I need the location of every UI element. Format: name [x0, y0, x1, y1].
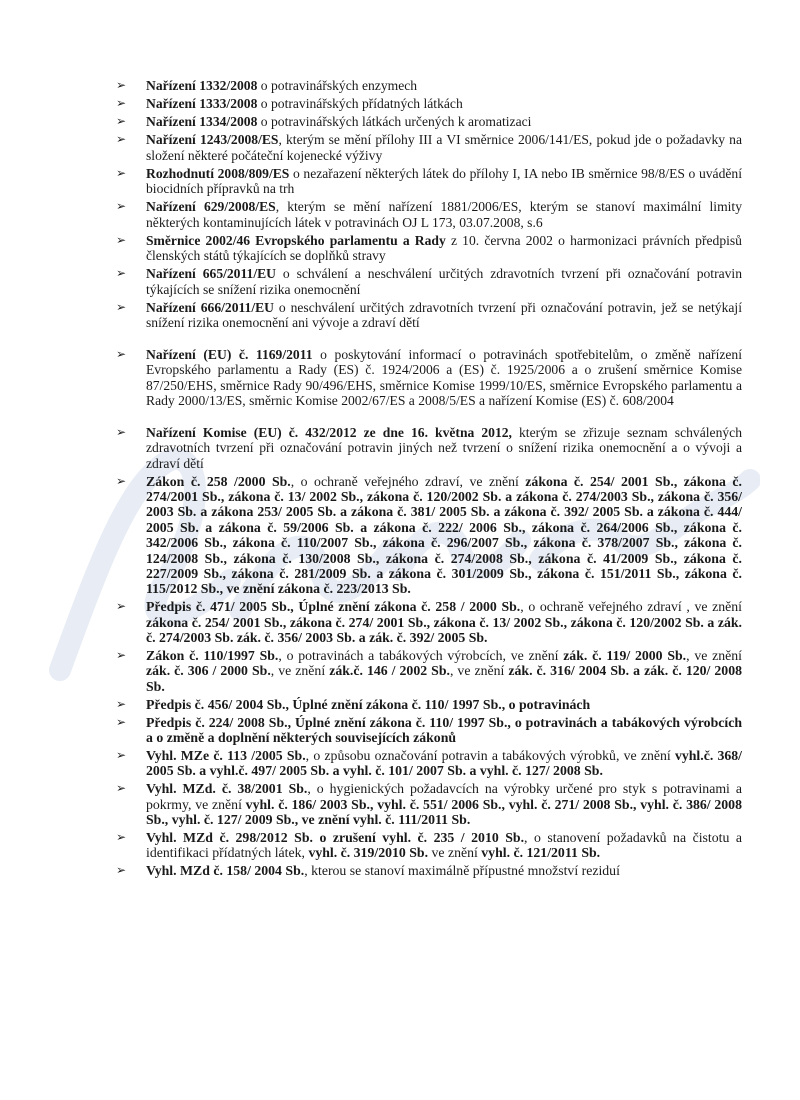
list-item [116, 715, 742, 746]
regulation-description: o poskytování informací o potravinách spotřebitelům, o změně nařízení Evropského parlamentu a Rady (ES) č. 1924/2006 a (ES) č. 1925/2006 a o zrušení směrnice Komise 87/250/EHS, směrnice Rady 90/496/EHS, směrnice Komise 1999/10/ES, směrnice Evropského parlamentu a Rady 2000/13/ES, směrnic Komise 2002/67/ES a 2008/5/ES a nařízení Komise (ES) č. 608/2004 [146, 346, 742, 408]
regulation-reference: zák.č. 146 / 2002 Sb. [329, 663, 450, 679]
list-item-text [146, 233, 742, 264]
regulation-description: o potravinářských látkách určených k aromatizaci [257, 114, 532, 129]
regulation-description: o nezařazení některých látek do přílohy I, IA nebo IB směrnice 98/8/ES o uvádění biocidních přípravků na trh [146, 165, 742, 196]
list-item-text [146, 199, 742, 230]
regulation-reference: vyhl. č. 319/2010 Sb. [308, 845, 429, 861]
regulation-description: , o ochraně veřejného zdraví , ve znění [520, 599, 743, 615]
regulation-reference: Předpis č. 456/ 2004 Sb., Úplné znění zákona č. 110/ 1997 Sb., o potravinách [146, 696, 591, 712]
list-item-text [146, 266, 742, 297]
regulation-reference: Vyhl. MZd č. 298/2012 Sb. o zrušení vyhl. č. 235 / 2010 Sb. [146, 829, 525, 845]
list-item [116, 748, 742, 779]
regulation-reference: vyhl. č. 186/ 2003 Sb., vyhl. č. 551/ 2006 Sb., vyhl. č. 271/ 2008 Sb., vyhl. č. 386/ 2008 Sb., vyhl. č. 127/ 2009 Sb., ve znění vyhl. č. 111/2011 Sb. [146, 796, 742, 828]
list-item [116, 78, 742, 94]
regulation-reference: Zákon č. 258 /2000 Sb. [146, 473, 291, 489]
regulation-reference: Směrnice 2002/46 Evropského parlamentu a Rady [146, 232, 446, 248]
list-item [116, 96, 742, 112]
regulation-reference: zák. č. 119/ 2000 Sb. [563, 647, 687, 663]
regulation-description: , o ochraně veřejného zdraví, ve znění [290, 473, 526, 489]
regulation-description: o potravinářských enzymech [257, 78, 418, 93]
list-item-text [146, 347, 742, 409]
list-item [116, 863, 742, 878]
arrow-bullet-icon: ➢ [116, 199, 127, 213]
list-item [116, 648, 742, 694]
list-item-text [146, 96, 463, 111]
regulation-description: , ve znění [449, 663, 509, 679]
regulation-description: , o stanovení požadavků na čistotu a identifikaci přídatných látek, [146, 829, 742, 861]
list-item [116, 114, 742, 130]
regulation-description: o potravinářských přídatných látkách [257, 96, 463, 111]
arrow-bullet-icon: ➢ [116, 473, 127, 488]
arrow-bullet-icon: ➢ [116, 696, 127, 711]
list-item-text [146, 648, 742, 694]
list-item [116, 599, 742, 645]
arrow-bullet-icon: ➢ [116, 647, 127, 662]
regulation-description: , ve znění [270, 663, 330, 679]
arrow-bullet-icon: ➢ [116, 781, 127, 796]
list-item [116, 474, 742, 597]
arrow-bullet-icon: ➢ [116, 299, 127, 314]
regulation-description: ve znění [428, 845, 482, 861]
regulation-reference: Předpis č. 471/ 2005 Sb., Úplné znění zákona č. 258 / 2000 Sb. [146, 599, 521, 615]
list-item [116, 300, 742, 331]
regulation-reference: zák. č. 316/ 2004 Sb. a zák. č. 120/ 2008 Sb. [146, 663, 742, 694]
arrow-bullet-icon: ➢ [116, 599, 127, 614]
regulation-reference: Vyhl. MZd č. 158/ 2004 Sb. [146, 863, 305, 879]
list-item [116, 781, 742, 827]
arrow-bullet-icon: ➢ [116, 829, 127, 844]
regulation-description: , kterým se mění nařízení 1881/2006/ES, kterým se stanoví maximální limity některých kontaminujících látek v potravinách OJ L 173, 03.07.2008, s.6 [146, 199, 742, 230]
regulation-description: , ve znění [686, 647, 742, 663]
list-item [116, 166, 742, 197]
regulation-reference: zák. č. 306 / 2000 Sb. [146, 663, 271, 679]
regulation-reference: Nařízení 666/2011/EU [146, 299, 274, 315]
list-item [116, 132, 742, 163]
list-item [116, 830, 742, 861]
regulation-reference: zákona č. 254/ 2001 Sb., zákona č. 274/2001 Sb., zákona č. 13/ 2002 Sb., zákona č. 120/2002 Sb. a zákona č. 274/2003 Sb., zákona č. 356/ 2003 Sb. a zákona 253/ 2005 Sb. a zákona č. 381/ 2005 Sb. a zákona č. 392/ 2005 Sb. a zákona č. 444/ 2005 Sb. a zákona č. 59/2006 Sb. a zákona č. 222/ 2006 Sb., zákona č. 264/2006 Sb., zákona č. 342/2006 Sb., zákona č. 110/2007 Sb., zákona č. 296/2007 Sb., zákona č. 378/2007 Sb., zákona č. 124/2008 Sb., zákona č. 130/2008 Sb., zákona č. 274/2008 Sb., zákona č. 41/2009 Sb., zákona č. 227/2009 Sb., zákona č. 281/2009 Sb. a zákona č. 301/2009 Sb., zákona č. 151/2011 Sb., zákona č. 115/2012 Sb., ve znění zákona č. 223/2013 Sb. [146, 473, 742, 597]
arrow-bullet-icon: ➢ [116, 863, 127, 878]
regulation-list [116, 78, 742, 881]
arrow-bullet-icon: ➢ [116, 114, 127, 128]
regulation-description: kterým se zřizuje seznam schválených zdravotních tvrzení při označování potravin jiných než tvrzení o snížení rizika onemocnění a o vývoji a zdraví dětí [146, 424, 742, 471]
regulation-reference: Rozhodnutí 2008/809/ES [146, 165, 290, 181]
list-item-text [146, 166, 742, 197]
regulation-reference: Nařízení 1333/2008 [146, 96, 258, 111]
regulation-reference: Nařízení (EU) č. 1169/2011 [146, 346, 313, 362]
regulation-description: , o potravinách a tabákových výrobcích, ve znění [278, 647, 564, 663]
regulation-description: o schválení a neschválení určitých zdravotních tvrzení při označování potravin týkajících se snížení rizika onemocnění [146, 266, 743, 297]
arrow-bullet-icon: ➢ [116, 78, 127, 92]
regulation-reference: Nařízení 665/2011/EU [146, 266, 276, 281]
regulation-reference: Předpis č. 224/ 2008 Sb., Úplné znění zákona č. 110/ 1997 Sb., o potravinách a tabákových výrobcích a o změně a doplnění některých souvisejících zákonů [146, 714, 742, 745]
list-item [116, 266, 742, 297]
list-item-text [146, 830, 742, 860]
arrow-bullet-icon: ➢ [116, 266, 127, 280]
list-item-text [146, 697, 590, 712]
regulation-reference: Zákon č. 110/1997 Sb. [146, 647, 279, 663]
arrow-bullet-icon: ➢ [116, 165, 127, 180]
regulation-reference: Nařízení 1243/2008/ES [146, 132, 279, 147]
regulation-reference: zákona č. 254/ 2001 Sb., zákona č. 274/ 2001 Sb., zákona č. 13/ 2002 Sb., zákona č. 120/2002 Sb. a zák. č. 274/2003 Sb. zák. č. 356/ 2003 Sb. a zák. č. 392/ 2005 Sb. [146, 614, 742, 646]
list-item [116, 199, 742, 230]
regulation-description: z 10. června 2002 o harmonizaci právních předpisů členských států týkajících se doplňků stravy [146, 232, 742, 263]
list-item-text [146, 474, 742, 597]
arrow-bullet-icon: ➢ [116, 132, 127, 146]
regulation-reference: Nařízení 1332/2008 [146, 78, 258, 93]
list-item-text [146, 114, 531, 129]
regulation-reference: Vyhl. MZe č. 113 /2005 Sb. [146, 747, 306, 763]
regulation-reference: Nařízení 629/2008/ES [146, 199, 276, 214]
list-item-text [146, 781, 742, 827]
regulation-description: , o způsobu označování potravin a tabákových výrobků, ve znění [305, 747, 675, 763]
arrow-bullet-icon: ➢ [116, 424, 127, 439]
list-item-text [146, 132, 742, 163]
list-item-text [146, 78, 417, 93]
list-item-text [146, 425, 742, 471]
arrow-bullet-icon: ➢ [116, 96, 127, 110]
regulation-description: , kterou se stanoví maximálně přípustné množství reziduí [304, 863, 620, 879]
regulation-description: o neschválení určitých zdravotních tvrzení při označování potravin, jež se netýkají snížení rizika onemocnění ani vývoje a zdraví dětí [146, 299, 742, 330]
list-item [116, 697, 742, 712]
list-item [116, 347, 742, 409]
regulation-description: , o hygienických požadavcích na výrobky určené pro styk s potravinami a pokrmy, ve znění [146, 781, 742, 812]
list-item-text [146, 300, 742, 331]
arrow-bullet-icon: ➢ [116, 747, 127, 762]
list-item [116, 233, 742, 264]
regulation-description: , kterým se mění přílohy III a VI směrnice 2006/141/ES, pokud jde o požadavky na složení některé počáteční kojenecké výživy [146, 132, 742, 163]
regulation-reference: Vyhl. MZd. č. 38/2001 Sb. [146, 781, 308, 797]
list-item-text [146, 599, 742, 645]
regulation-reference: Nařízení Komise (EU) č. 432/2012 ze dne 16. května 2012, [146, 424, 512, 440]
arrow-bullet-icon: ➢ [116, 232, 127, 247]
arrow-bullet-icon: ➢ [116, 346, 127, 361]
list-item-text [146, 748, 742, 778]
arrow-bullet-icon: ➢ [116, 714, 127, 729]
list-item [116, 425, 742, 472]
regulation-reference: vyhl.č. 368/ 2005 Sb. a vyhl.č. 497/ 2005 Sb. a vyhl. č. 101/ 2007 Sb. a vyhl. č. 127/ 2008 Sb. [146, 747, 742, 779]
list-item-text [146, 715, 742, 745]
regulation-reference: Nařízení 1334/2008 [146, 114, 258, 129]
regulation-reference: vyhl. č. 121/2011 Sb. [481, 845, 601, 861]
list-item-text [146, 863, 620, 878]
